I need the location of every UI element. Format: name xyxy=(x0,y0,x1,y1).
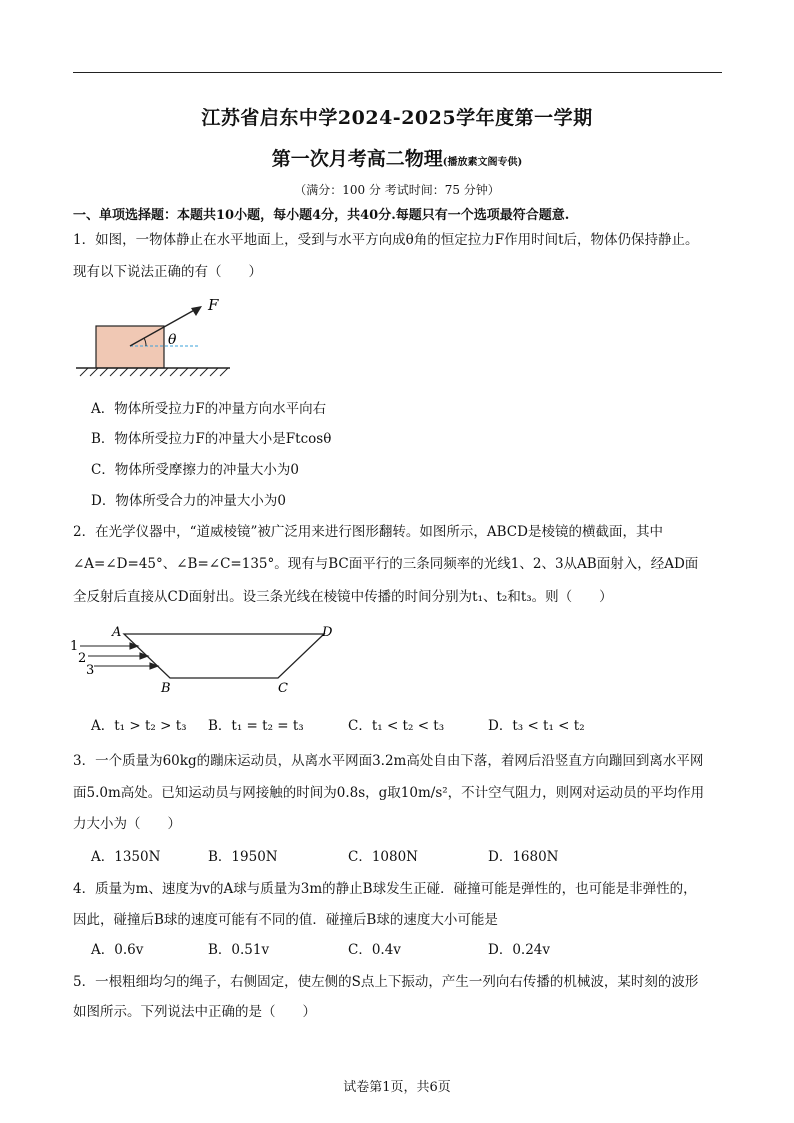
header-rule xyxy=(73,72,722,73)
vertex-b-label: B xyxy=(161,681,171,696)
q3-option-c[interactable]: C．1080N xyxy=(348,849,418,865)
q4-option-c[interactable]: C．0.4v xyxy=(348,942,401,958)
q4-option-b[interactable]: B．0.51v xyxy=(208,942,270,958)
q2-option-c[interactable]: C．t₁ < t₂ < t₃ xyxy=(348,718,445,734)
q4-option-d[interactable]: D．0.24v xyxy=(488,942,551,958)
q1-stem-line2: 现有以下说法正确的有（ ） xyxy=(73,264,262,280)
ray-3-label: 3 xyxy=(86,663,95,678)
vertex-a-label: A xyxy=(112,625,122,640)
q2-figure xyxy=(68,620,348,700)
q2-option-d[interactable]: D．t₃ < t₁ < t₂ xyxy=(488,718,585,734)
prism-abcd xyxy=(124,634,324,678)
angle-label: θ xyxy=(168,332,177,348)
q3-option-b[interactable]: B．1950N xyxy=(208,849,278,865)
q3-stem-line2: 面5.0m高处。已知运动员与网接触的时间为0.8s，g取10m/s²，不计空气阻力，则网对运动员的平均作用 xyxy=(73,785,705,801)
exam-source-tag: (播放素文阁专供) xyxy=(442,157,523,168)
q5-stem-line1: 5．一根粗细均匀的绳子，右侧固定，使左侧的S点上下振动，产生一列向右传播的机械波，某时刻的波形 xyxy=(73,974,699,990)
exam-school-title: 江苏省启东中学2024-2025学年度第一学期 xyxy=(201,107,593,129)
q2-option-a[interactable]: A．t₁ > t₂ > t₃ xyxy=(91,718,187,734)
q2-option-b[interactable]: B．t₁ = t₂ = t₃ xyxy=(208,718,304,734)
exam-info: （满分：100 分 考试时间：75 分钟） xyxy=(294,183,500,197)
section-heading: 一、单项选择题：本题共10小题，每小题4分，共40分.每题只有一个选项最符合题意. xyxy=(73,208,570,223)
q3-option-a[interactable]: A．1350N xyxy=(91,849,161,865)
q3-stem-line3: 力大小为（ ） xyxy=(73,816,181,832)
ray-1-label: 1 xyxy=(70,639,79,654)
q1-figure xyxy=(70,290,240,380)
vertex-c-label: C xyxy=(278,681,288,696)
q1-option-a[interactable]: A．物体所受拉力F的冲量方向水平向右 xyxy=(91,401,327,417)
exam-subject-title xyxy=(0,144,794,171)
q4-option-a[interactable]: A．0.6v xyxy=(91,942,144,958)
page-footer: 试卷第1页，共6页 xyxy=(343,1080,451,1095)
q2-stem-line3: 全反射后直接从CD面射出。设三条光线在棱镜中传播的时间分别为t₁、t₂和t₃。则（ ） xyxy=(73,589,613,605)
q2-stem-line2: ∠A=∠D=45°、∠B=∠C=135°。现有与BC面平行的三条同频率的光线1、2、3从AB面射入，经AD面 xyxy=(73,556,699,572)
q1-stem-line1: 1．如图，一物体静止在水平地面上，受到与水平方向成θ角的恒定拉力F作用时间t后，物体仍保持静止。 xyxy=(73,232,699,248)
q2-stem-line1: 2．在光学仪器中，“道威棱镜”被广泛用来进行图形翻转。如图所示，ABCD是棱镜的横截面，其中 xyxy=(73,524,663,540)
exam-name: 第一次月考高二物理 xyxy=(271,148,443,170)
q1-option-b[interactable]: B．物体所受拉力F的冲量大小是Ftcosθ xyxy=(91,431,332,447)
ray-2-label: 2 xyxy=(78,651,87,666)
q3-option-d[interactable]: D．1680N xyxy=(488,849,559,865)
force-label: F xyxy=(208,296,219,314)
q5-stem-line2: 如图所示。下列说法中正确的是（ ） xyxy=(73,1004,316,1020)
q3-stem-line1: 3．一个质量为60kg的蹦床运动员，从离水平网面3.2m高处自由下落，着网后沿竖直方向蹦回到离水平网 xyxy=(73,753,704,769)
q4-stem-line1: 4．质量为m、速度为v的A球与质量为3m的静止B球发生正碰．碰撞可能是弹性的，也可能是非弹性的， xyxy=(73,881,697,897)
vertex-d-label: D xyxy=(322,625,333,640)
q1-option-c[interactable]: C．物体所受摩擦力的冲量大小为0 xyxy=(91,462,299,478)
q4-stem-line2: 因此，碰撞后B球的速度可能有不同的值．碰撞后B球的速度大小可能是 xyxy=(73,912,498,928)
ground-hatch xyxy=(80,368,228,376)
q1-option-d[interactable]: D．物体所受合力的冲量大小为0 xyxy=(91,493,286,509)
